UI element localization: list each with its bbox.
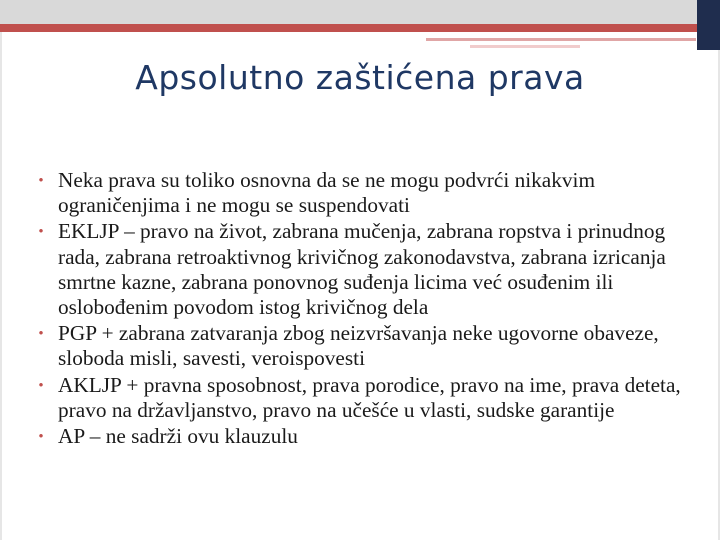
bullet-icon: • bbox=[38, 326, 44, 343]
accent-line-short bbox=[470, 45, 580, 48]
bullet-text: PGP + zabrana zatvaranja zbog neizvršavanja neke ugovorne obaveze, sloboda misli, savesti, veroispovesti bbox=[58, 321, 659, 371]
bullet-icon: • bbox=[38, 429, 44, 446]
bullet-icon: • bbox=[38, 173, 44, 189]
bullet-item bbox=[34, 219, 706, 320]
bullet-text: AP – ne sadrži ovu klauzulu bbox=[58, 424, 298, 449]
bullet-text: Neka prava su toliko osnovna da se ne mogu podvrći nikakvim ograničenjima i ne mogu se suspendovati bbox=[58, 168, 596, 218]
header-bar bbox=[0, 0, 720, 24]
corner-block bbox=[697, 0, 720, 50]
accent-line bbox=[426, 38, 696, 41]
slide-title: Apsolutno zaštićena prava bbox=[135, 58, 585, 97]
bullet-item bbox=[34, 321, 706, 371]
bullet-item bbox=[34, 424, 706, 449]
bullet-text: EKLJP – pravo na život, zabrana mučenja, zabrana ropstva i prinudnog rada, zabrana retroaktivnog krivičnog zakonodavstva, zabrana izricanja smrtne kazne, zabrana ponovnog suđenja licima već osuđenim ili oslobođenim povodom istog krivičnog dela bbox=[58, 219, 666, 320]
accent-stripe bbox=[0, 24, 720, 32]
frame-left bbox=[0, 32, 2, 540]
bullet-icon: • bbox=[38, 377, 44, 394]
bullet-item bbox=[34, 373, 706, 423]
bullet-list bbox=[34, 168, 706, 450]
bullet-icon: • bbox=[38, 224, 44, 241]
bullet-item bbox=[34, 168, 706, 218]
bullet-text: AKLJP + pravna sposobnost, prava porodice, pravo na ime, prava deteta, pravo na državljanstvo, pravo na učešće u vlasti, sudske garantije bbox=[58, 372, 681, 422]
